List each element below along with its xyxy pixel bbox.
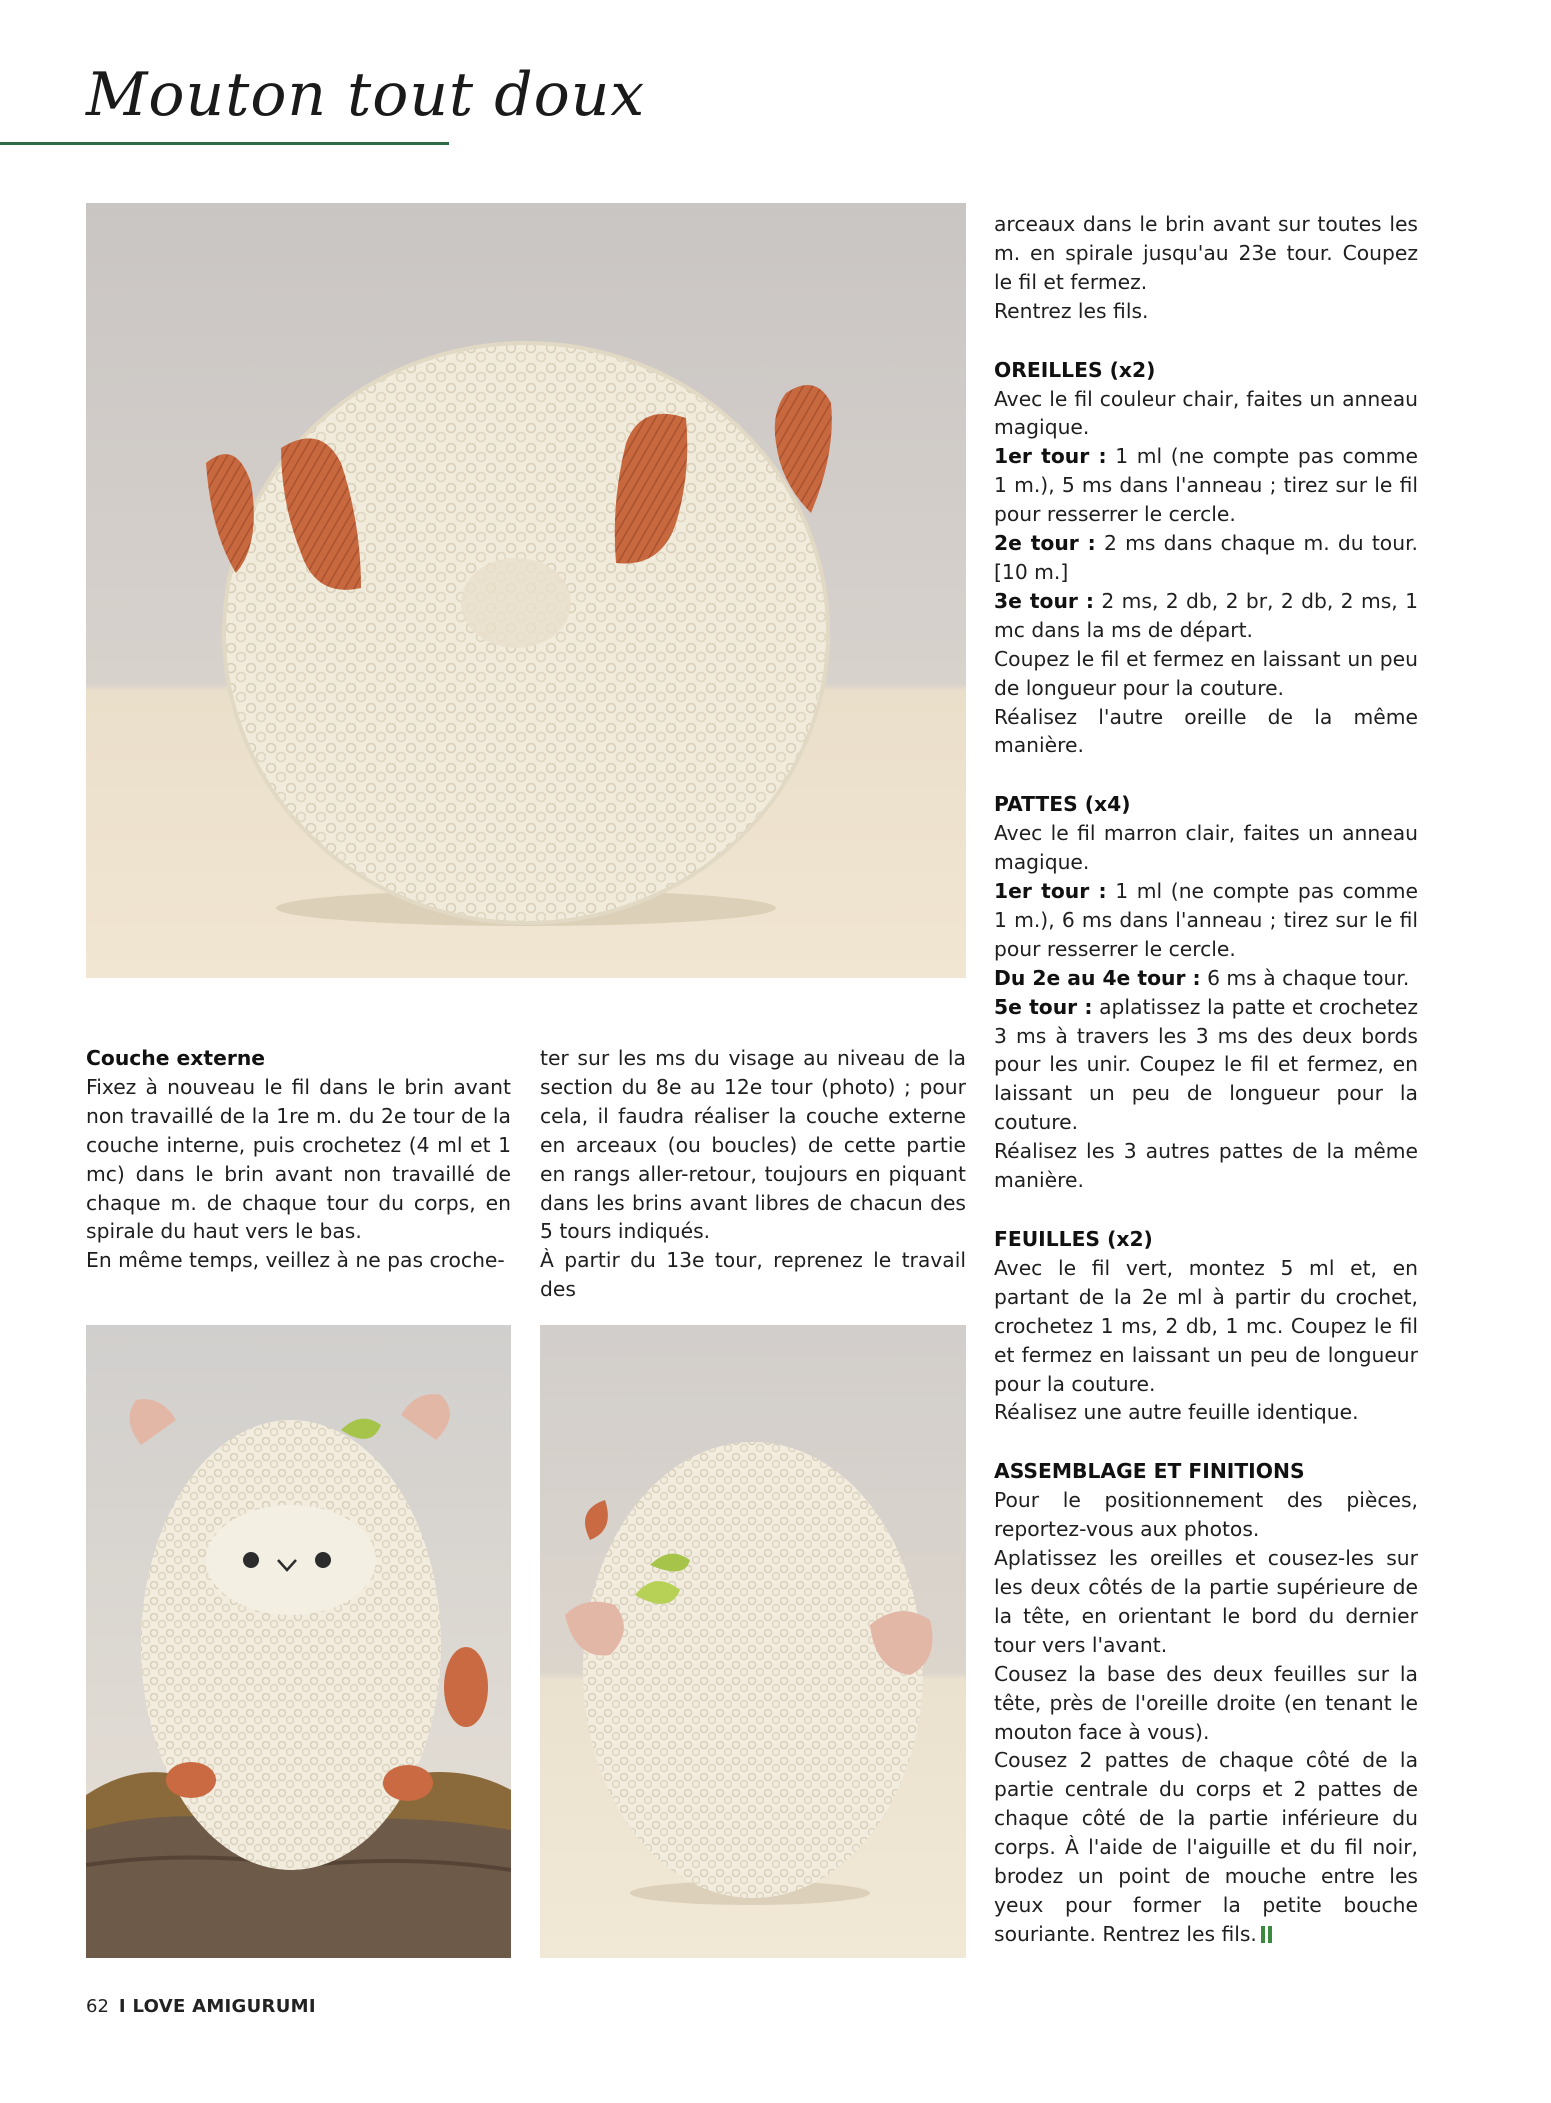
row-text: 1 ml (ne compte pas comme 1 m.), 5 ms dans l'anneau ; tirez sur le fil pour resserrer le cercle. xyxy=(994,444,1418,527)
section-heading-assembly: ASSEMBLAGE ET FINITIONS xyxy=(994,1459,1305,1484)
page-footer xyxy=(86,1996,316,2017)
eye-right xyxy=(315,1552,331,1568)
paragraph: Rentrez les fils. xyxy=(994,298,1149,323)
row-label: Du 2e au 4e tour : xyxy=(994,965,1201,990)
row-text: 6 ms à chaque tour. xyxy=(1200,965,1410,990)
leg-lower-right xyxy=(383,1765,433,1801)
magazine-name: I LOVE AMIGURUMI xyxy=(118,1996,316,2017)
leg-upper-right xyxy=(444,1647,488,1727)
photo-sheep-front xyxy=(86,1325,511,1958)
photo-sheep-side xyxy=(540,1325,966,1958)
row-instruction xyxy=(994,993,1418,1138)
paragraph: Réalisez l'autre oreille de la même manière. xyxy=(994,704,1418,758)
row-instruction xyxy=(994,442,1418,529)
paragraph: Avec le fil marron clair, faites un anneau magique. xyxy=(994,821,1418,875)
paragraph: Aplatissez les oreilles et cousez-les sur les deux côtés de la partie supérieure de la tête, en orientant le bord du dernier tour vers l'avant. xyxy=(994,1546,1418,1657)
title-underline xyxy=(0,142,449,145)
paragraph: ter sur les ms du visage au niveau de la section du 8e au 12e tour (photo) ; pour cela, il faudra réaliser la couche externe en arceaux (ou boucles) de cette partie en rangs aller-retour, toujours en piquant dans les brins avant libres de chacun des 5 tours indiqués. xyxy=(540,1046,966,1244)
sheep-back-illustration xyxy=(86,203,966,978)
paragraph: Fixez à nouveau le fil dans le brin avant non travaillé de la 1re m. du 2e tour de la couche interne, puis crochetez (4 ml et 1 mc) dans le brin avant non travaillé de chaque m. de chaque tour du corps, en spirale du haut vers le bas. xyxy=(86,1074,511,1244)
row-text: 2 ms, 2 db, 2 br, 2 db, 2 ms, 1 mc dans la ms de départ. xyxy=(994,588,1418,642)
paragraph: Réalisez une autre feuille identique. xyxy=(994,1400,1359,1425)
paragraph: Avec le fil couleur chair, faites un anneau magique. xyxy=(994,386,1418,440)
eye-left xyxy=(243,1552,259,1568)
page-title: Mouton tout doux xyxy=(86,60,646,130)
paragraph: À partir du 13e tour, reprenez le travail des xyxy=(540,1248,966,1302)
row-label: 1er tour : xyxy=(994,444,1107,469)
row-text: 2 ms dans chaque m. du tour. [10 m.] xyxy=(994,531,1418,584)
text-column-1 xyxy=(86,1044,511,1275)
final-text: Cousez 2 pattes de chaque côté de la partie centrale du corps et 2 pattes de chaque côté de la partie inférieure du corps. À l'aide de l'aiguille et du fil noir, brodez un point de mouche entre les yeux pour former la petite bouche souriante. Rentrez les fils. xyxy=(994,1748,1418,1946)
end-of-article-icon xyxy=(1261,1926,1272,1943)
row-instruction xyxy=(994,877,1418,964)
row-text: aplatissez la patte et crochetez 3 ms à travers les 3 ms des deux bords pour les unir. Coupez le fil et fermez, en laissant un peu de longueur pour la couture. xyxy=(994,994,1418,1135)
photo-sheep-back xyxy=(86,203,966,978)
sheep-front-illustration xyxy=(86,1325,511,1958)
row-label: 5e tour : xyxy=(994,994,1093,1019)
paragraph: arceaux dans le brin avant sur toutes les m. en spirale jusqu'au 23e tour. Coupez le fil et fermez. xyxy=(994,212,1418,294)
row-label: 2e tour : xyxy=(994,531,1096,556)
text-column-2 xyxy=(540,1044,966,1304)
row-instruction xyxy=(994,587,1418,645)
leg-lower-left xyxy=(166,1762,216,1798)
face xyxy=(206,1505,376,1615)
paragraph-final xyxy=(994,1746,1418,1948)
section-heading-outer-layer: Couche externe xyxy=(86,1046,266,1070)
paragraph: Coupez le fil et fermez en laissant un peu de longueur pour la couture. xyxy=(994,646,1418,700)
section-heading-ears: OREILLES (x2) xyxy=(994,357,1156,382)
text-column-3 xyxy=(994,210,1418,1949)
section-heading-legs: PATTES (x4) xyxy=(994,792,1131,817)
row-text: 1 ml (ne compte pas comme 1 m.), 6 ms dans l'anneau ; tirez sur le fil pour resserrer le cercle. xyxy=(994,879,1418,961)
row-instruction xyxy=(994,964,1418,993)
paragraph: Cousez la base des deux feuilles sur la tête, près de l'oreille droite (en tenant le mouton face à vous). xyxy=(994,1661,1418,1744)
section-heading-leaves: FEUILLES (x2) xyxy=(994,1227,1153,1251)
page-number: 62 xyxy=(86,1996,109,2017)
paragraph: Pour le positionnement des pièces, reportez-vous aux photos. xyxy=(994,1488,1418,1542)
row-instruction xyxy=(994,529,1418,587)
sheep-side-illustration xyxy=(540,1325,966,1958)
paragraph: Avec le fil vert, montez 5 ml et, en partant de la 2e ml à partir du crochet, crochetez 1 ms, 2 db, 1 mc. Coupez le fil et fermez en laissant un peu de longueur pour la couture. xyxy=(994,1255,1418,1396)
row-label: 1er tour : xyxy=(994,879,1107,904)
paragraph: En même temps, veillez à ne pas croche- xyxy=(86,1248,505,1273)
row-label: 3e tour : xyxy=(994,588,1094,613)
paragraph: Réalisez les 3 autres pattes de la même manière. xyxy=(994,1139,1418,1193)
